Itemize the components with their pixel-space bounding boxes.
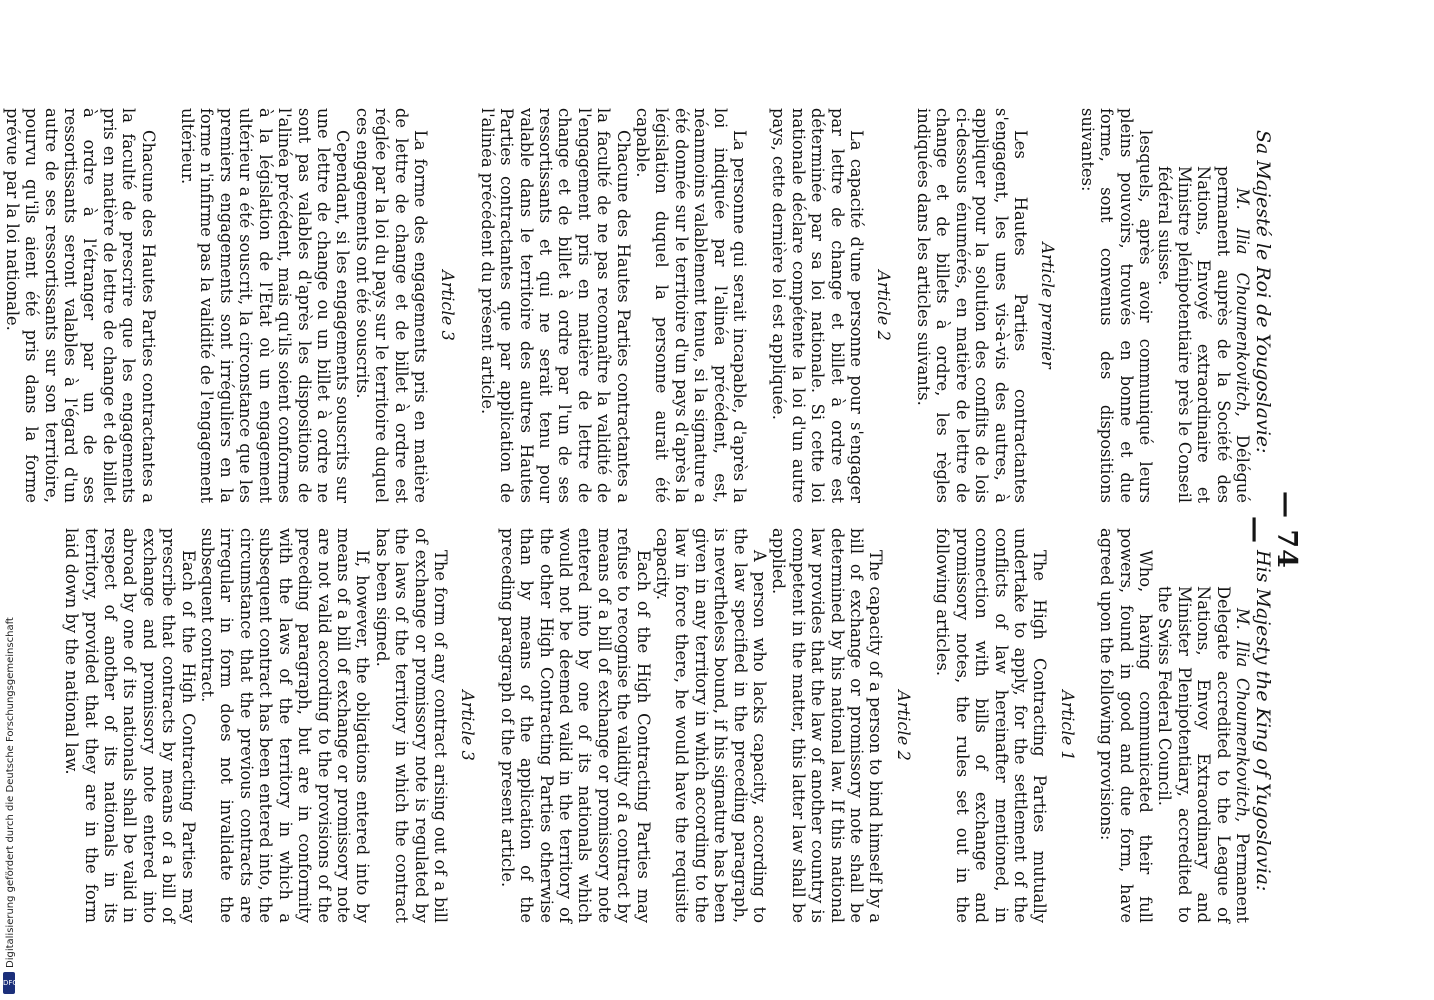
page-number: — 74 — <box>1240 491 1302 569</box>
french-article1-title: Article premier <box>1038 242 1058 369</box>
english-column <box>62 528 1274 923</box>
french-delegate-title: Délégué permanent auprès de la Société des Nations, Envoyé extraordinaire et Ministre plénipotentiaire près le Conseil fédéral suisse. <box>1155 166 1252 503</box>
french-article3-p3: Chacune des Hautes Parties contractantes a la faculté de prescrire que les engagements pris en matière de lettre de change et de billet à ordre à l'étranger par un de ses ressortissants seront valables à l'égard d'un autre de ses ressortissants sur son territoire, pourvu qu'ils aient été pris dans la forme prévue par la loi nationale. <box>2 108 158 503</box>
french-article2-title: Article 2 <box>874 270 894 341</box>
funding-note: Digitalisierung gefördert durch die Deutsche Forschungsgemeinschaft <box>5 617 16 968</box>
french-delegate-name: M. Ilia Choumenkovitch, <box>1233 188 1252 417</box>
english-delegate <box>1155 528 1252 923</box>
french-article3-p1: La forme des engagements pris en matière de lettre de change et de billet à ordre est réglée par la loi du pays sur le territoire duquel ces engagements ont été souscrits. <box>352 108 430 503</box>
english-article2-p3: Each of the High Contracting Parties may refuse to recognise the validity of a contract by means of a bill of exchange or promissory note entered into by one of its nationals which would not be deemed valid in the territory of the other High Contracting Parties otherwise than by means of the application of the preceding paragraph of the present article. <box>497 528 653 923</box>
french-heading: Sa Majesté le Roi de Yougoslavie: <box>1252 130 1274 454</box>
english-article1-p1: The High Contracting Parties mutually undertake to apply, for the settlement of the conflicts of law hereinafter mentioned, in connection with bills of exchange and promissory notes, the rules set out in the following articles. <box>933 528 1050 923</box>
english-article2-p2: A person who lacks capacity, according to the law specified in the preceding paragraph, is nevertheless bound, if his signature has been given in any territory in which according to the law in force there, he would have the requisite capacity. <box>653 528 770 923</box>
english-article3-p2: If, however, the obligations entered into by means of a bill of exchange or promissory note are not valid according to the provisions of the preceding paragraph, but are in conformity with the laws of the territory in which a subsequent contract has been entered into, the circumstance that the previous contracts are irregular in form does not invalidate the subsequent contract. <box>198 528 373 923</box>
english-intro: Who, having communicated their full powers, found in good and due form, have agreed upon the following provisions: <box>1097 528 1155 923</box>
french-article1-p1: Les Hautes Parties contractantes s'engagent, les unes vis-à-vis des autres, à appliquer pour la solution des conflits de lois ci-dessous énumérés, en matière de lettre de change et de billets à ordre, les règles indiquées dans les articles suivants. <box>913 108 1030 503</box>
english-heading: His Majesty the King of Yugoslavia: <box>1252 550 1274 892</box>
french-intro: lesquels, après avoir communiqué leurs pleins pouvoirs, trouvés en bonne et due forme, sont convenus des dispositions suivantes: <box>1077 108 1155 503</box>
english-article1-title: Article 1 <box>1057 690 1077 761</box>
dfg-logo-icon: DFG <box>3 972 15 994</box>
english-article2-p1: The capacity of a person to bind himself by a bill of exchange or promissory note shall be determined by his national law. If this national law provides that the law of another country is competent in the matter, this latter law shall be applied. <box>769 528 886 923</box>
french-article2-p3: Chacune des Hautes Parties contractantes a la faculté de ne pas reconnaître la validité de l'engagement pris en matière de lettre de change et de billet à ordre par l'un de ses ressortissants et qui ne serait tenu pour valable dans le territoire des autres Hautes Parties contractantes que par application de l'alinéa précédent du présent article. <box>477 108 633 503</box>
english-delegate-name: M. Ilia Choumenkovitch, <box>1233 608 1252 823</box>
english-article3-p3: Each of the High Contracting Parties may prescribe that contracts by means of a bill of exchange and promissory note entered into abroad by one of its nationals shall be valid in respect of another of its nationals in its territory, provided that they are in the form laid down by the national law. <box>62 528 198 923</box>
french-column <box>2 108 1274 503</box>
english-delegate-title: Permanent Delegate accredited to the League of Nations, Envoy Extraordinary and Minister Plenipotentiary, accredited to the Swiss Federal Council. <box>1155 586 1252 923</box>
english-article3-p1: The form of any contract arising out of a bill of exchange or promissory note is regulated by the laws of the territory in which the contract has been signed. <box>372 528 450 923</box>
french-article3-p2: Cependant, si les engagements souscrits sur une lettre de change ou un billet à ordre ne sont pas valables d'après les dispositions de l'alinéa précédent, mais qu'ils soient conformes à la législation de l'Etat où un engagement ultérieur a été souscrit, la circonstance que les premiers engagements sont irréguliers en la forme n'infirme pas la validité de l'engagement ultérieur. <box>178 108 353 503</box>
french-article2-p1: La capacité d'une personne pour s'engager par lettre de change et billet à ordre est déterminée par sa loi nationale. Si cette loi nationale déclare compétente la loi d'un autre pays, cette dernière loi est appliquée. <box>769 108 867 503</box>
funding-stamp <box>2 606 16 996</box>
english-article3-title: Article 3 <box>458 690 478 761</box>
french-article3-title: Article 3 <box>438 270 458 341</box>
english-article2-title: Article 2 <box>893 690 913 761</box>
french-article2-p2: La personne qui serait incapable, d'après la loi indiquée par l'alinéa précédent, est, néanmoins valablement tenue, si la signature a été donnée sur le territoire d'un pays d'après la législation duquel la personne aurait été capable. <box>633 108 750 503</box>
french-delegate <box>1155 108 1252 503</box>
